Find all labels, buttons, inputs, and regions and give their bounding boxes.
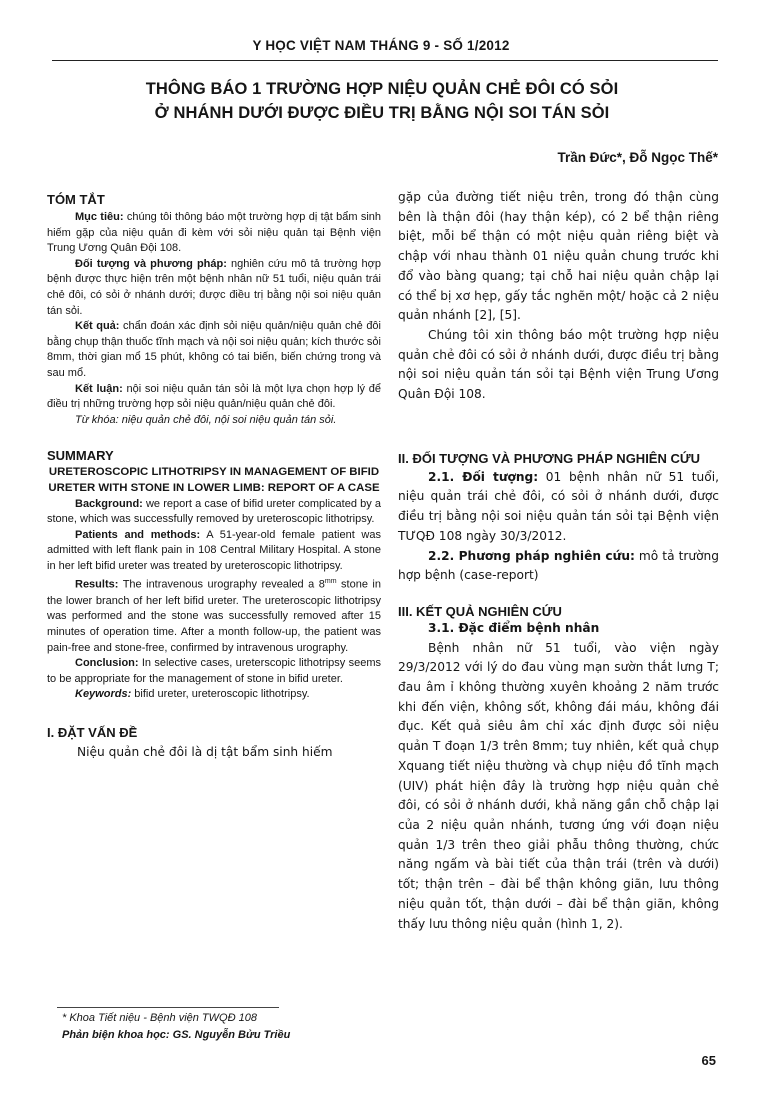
objective-label: Mục tiêu: (75, 211, 124, 223)
objective-text: chúng tôi thông báo một trường hợp dị tật bẩm sinh hiếm gặp của niệu quản đi kèm với sỏi niệu quản tại Bệnh viện Trung Ương Quân Đội 108. (47, 211, 381, 255)
journal-header: Y HỌC VIỆT NAM THÁNG 9 - SỐ 1/2012 (252, 38, 510, 53)
summary-vi (47, 210, 381, 428)
background-text: we report a case of bifid ureter complicated by a stone, which was successfully removed by ureteroscopic lithotripsy. (47, 497, 381, 526)
summary-vi-heading: TÓM TẮT (47, 192, 105, 207)
section-2-sub-2 (398, 547, 719, 586)
section-2 (398, 468, 719, 586)
summary-en-title: URETEROSCOPIC LITHOTRIPSY IN MANAGEMENT OF BIFID URETER WITH STONE IN LOWER LIMB: REPORT OF A CASE (48, 466, 380, 494)
sub-2-1-label: 2.1. Đối tượng: (428, 469, 539, 484)
footnote-rule (57, 1007, 279, 1008)
summary-vi-methods (47, 257, 381, 319)
section-1-heading: I. ĐẶT VẤN ĐỀ (47, 724, 138, 740)
conclusion-en-label: Conclusion: (75, 657, 139, 670)
keywords-en-label: Keywords: (75, 688, 132, 701)
results-en-text-b: stone in the lower branch of her left bifid ureter. The ureteroscopic lithotripsy was performed and the stone was successfully removed after 15 minutes of operation time. After a month follow-up, the patient was pain-free and stone-free, confirmed by intravenous urography. (47, 579, 381, 654)
summary-vi-results (47, 319, 381, 381)
sub-3-1-heading: 3.1. Đặc điểm bệnh nhân (428, 620, 600, 635)
results-label: Kết quả: (75, 320, 120, 333)
results-en-text-a: The intravenous urography revealed a 8 (118, 579, 325, 592)
section-3 (398, 619, 719, 934)
results-en-label: Results: (75, 579, 119, 592)
section-1-para-2: Chúng tôi xin thông báo một trường hợp niệu quản chẻ đôi có sỏi ở nhánh dưới, được điều trị bằng nội soi niệu quản tán sỏi tại Bệnh viện Trung Ương Quân Đội 108. (398, 327, 719, 402)
section-1-left (47, 743, 381, 763)
background-label: Background: (75, 497, 143, 510)
keywords-label: Từ khóa: (75, 413, 119, 426)
header-rule (52, 60, 718, 61)
summary-vi-conclusion (47, 382, 381, 413)
article-title-line-1: THÔNG BÁO 1 TRƯỜNG HỢP NIỆU QUẢN CHẺ ĐÔI CÓ SỎI (145, 80, 619, 98)
methods-text: nghiên cứu mô tả trường hợp bệnh được thực hiện trên một bệnh nhân nữ 51 tuổi, niệu quản trái chẻ đôi, có sỏi ở nhánh dưới; được điều trị bằng nội soi niệu quản tán sỏi. (47, 257, 381, 317)
section-3-heading: III. KẾT QUẢ NGHIÊN CỨU (398, 603, 562, 619)
summary-en-background (47, 497, 381, 528)
reviewer-label: Phản biện khoa học: (62, 1029, 170, 1041)
keywords-en-text: bifid ureter, ureteroscopic lithotripsy. (131, 688, 310, 701)
section-1-right (398, 188, 719, 405)
summary-en-results (47, 574, 381, 656)
section-2-heading: II. ĐỐI TƯỢNG VÀ PHƯƠNG PHÁP NGHIÊN CỨU (398, 450, 701, 466)
methods-label: Đối tượng và phương pháp: (75, 257, 227, 270)
summary-en-heading: SUMMARY (47, 448, 114, 464)
summary-vi-objective (47, 210, 381, 257)
article-title-line-2: Ở NHÁNH DƯỚI ĐƯỢC ĐIỀU TRỊ BẰNG NỘI SOI TÁN SỎI (154, 104, 610, 122)
summary-en-keywords (47, 687, 381, 703)
sub-2-2-label: 2.2. Phương pháp nghiên cứu: (428, 548, 635, 563)
page-number: 65 (701, 1053, 716, 1068)
reviewer-name: GS. Nguyễn Bửu Triều (169, 1029, 291, 1041)
footnote-affiliation: * Khoa Tiết niệu - Bệnh viện TWQĐ 108 (62, 1012, 257, 1024)
section-1-para-1-cont: gặp của đường tiết niệu trên, trong đó thận cùng bên là thận đôi (hay thận kép), có 2 bể thận riêng biệt, mỗi bể thận có một niệu quản riêng biệt và chập với nhau thành 01 niệu quản chung trước khi đổ vào bàng quang; tại chỗ hai niệu quản chập lại có thể bị xơ hẹp, gấy tắc nghẽn một/ hoặc cả 2 niệu quản nhánh [2], [5]. (398, 190, 719, 323)
results-text: chẩn đoán xác định sỏi niệu quản/niệu quản chẻ đôi bằng chụp thận thuốc tĩnh mạch và nội soi niệu quản; kích thước sỏi 8mm, thời gian mổ 15 phút, không có tai biến, biến chứng trong và sau mổ. (47, 320, 381, 379)
section-2-sub-1 (398, 468, 719, 547)
sub-2-1-text: 01 bệnh nhân nữ 51 tuổi, niệu quản trái chẻ đôi, có sỏi ở nhánh dưới, được điều trị bằng nội soi niệu quản tán sỏi tại Bệnh viện TƯQĐ 108 ngày 30/3/2012. (398, 469, 719, 543)
section-3-para: Bệnh nhân nữ 51 tuổi, vào viện ngày 29/3/2012 với lý do đau vùng mạn sườn thắt lưng T; đau âm ỉ không thường xuyên khoảng 2 năm trước khi đến viện, không sốt, không đái máu, không đái đục. Kết quả siêu âm chỉ xác định được sỏi niệu quản T đoạn 1/3 trên 8mm; tuy nhiên, kết quả chụp Xquang tiết niệu thường và chụp niệu đồ tĩnh mạch (UIV) phát hiện đây là trường hợp niệu quản chẻ đôi, có sỏi ở nhánh dưới, khả năng gần chỗ chập lại của 2 niệu quản nhánh, tương ứng với đoạn niệu quản 1/3 trên theo giải phẫu thông thường, chức năng ngấm và bài tiết của thận trái (trên và dưới) tốt; thận trên – đài bể thận không giãn, lưu thông niệu quản tốt, thận dưới – đài bể thận giãn, không thấy lưu thông niệu quản (hình 1, 2). (398, 640, 719, 931)
authors: Trần Đức*, Đỗ Ngọc Thế* (557, 150, 718, 165)
summary-vi-keywords (47, 413, 381, 429)
conclusion-en-text: In selective cases, ureterscopic lithotripsy seems to be appropriate for the management of stone in bifid ureter. (47, 657, 381, 685)
left-column (47, 188, 381, 763)
summary-en-patients (47, 528, 381, 575)
conclusion-label: Kết luận: (75, 382, 123, 395)
patients-label: Patients and methods: (75, 528, 201, 541)
patients-text: A 51-year-old female patient was admitted with left flank pain in 108 Central Military Hospital. A stone in her left bifid ureter was treated by ureteroscopic lithotripsy. (47, 528, 381, 572)
results-en-sup: mm (324, 578, 337, 586)
summary-en (47, 497, 381, 703)
sub-2-2-text: mô tả trường hợp bệnh (case-report) (398, 548, 719, 583)
summary-en-conclusion (47, 656, 381, 687)
section-1-para-1-start: Niệu quản chẻ đôi là dị tật bẩm sinh hiếm (77, 744, 333, 759)
right-column (398, 188, 719, 934)
keywords-text: niệu quản chẻ đôi, nội soi niệu quản tán sỏi. (118, 413, 337, 426)
footnote-reviewer (62, 1029, 392, 1041)
conclusion-text: nội soi niệu quản tán sỏi là một lựa chọn hợp lý để điều trị những trường hợp sỏi niệu quản/niệu quản chẻ đôi. (47, 382, 381, 411)
